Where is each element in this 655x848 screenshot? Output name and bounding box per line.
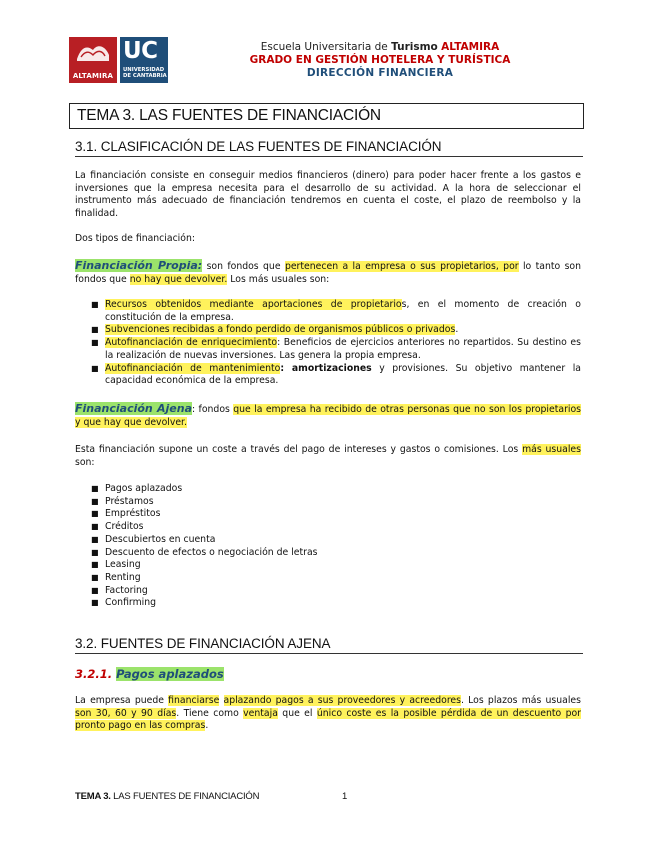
propia-highlight-2: no hay que devolver. — [129, 273, 228, 285]
page-footer — [75, 791, 259, 802]
item-highlight: Subvenciones recibidas a fondo perdido de organismos públicos o privados — [105, 324, 456, 336]
item-text: Factoring — [105, 584, 148, 596]
school-bold: Turismo — [391, 41, 438, 53]
list-item — [91, 496, 581, 509]
bullet-icon: ■ — [91, 363, 99, 373]
bullet-icon: ■ — [91, 585, 99, 595]
item-highlight: Recursos obtenidos mediante aportaciones de propietario — [105, 299, 402, 310]
ajena-term: Financiación Ajena — [75, 402, 193, 415]
pagos-highlight-3: son 30, 60 y 90 días — [75, 707, 177, 719]
intro-paragraph: La financiación consiste en conseguir medios financieros (dinero) para poder hacer frente a los gastos e inversiones que la empresa necesita para el desarrollo de su actividad. A la hora de seleccionar el instrumento más adecuado de financiación tendremos en cuenta el coste, el plazo de reembolso y la finalidad. — [75, 170, 581, 220]
header-school — [200, 41, 560, 54]
bullet-icon: ■ — [91, 496, 99, 506]
coste-paragraph — [75, 444, 581, 469]
item-text: y provisiones. Su objetivo mantener la capacidad económica de la empresa. — [105, 362, 581, 387]
pagos-aplazados-paragraph — [75, 695, 581, 733]
uc-sub-line1: UNIVERSIDAD — [123, 67, 165, 73]
pagos-text-6: . — [205, 720, 209, 732]
pagos-text-4: . Tiene como — [176, 707, 244, 719]
item-text: Leasing — [105, 559, 141, 571]
pagos-text-3: . Los plazos más usuales — [461, 695, 581, 706]
item-text: Descubiertos en cuenta — [105, 533, 216, 545]
item-text: s, en el momento de creación o constitución de la empresa. — [105, 299, 582, 323]
pagos-text-2 — [219, 695, 223, 706]
bullet-icon: ■ — [91, 300, 99, 309]
bullet-icon: ■ — [91, 509, 99, 519]
subsection-highlight: Pagos aplazados — [116, 667, 224, 681]
bullet-icon: ■ — [91, 522, 99, 532]
bullet-icon: ■ — [91, 484, 99, 493]
list-item — [91, 337, 581, 362]
subsection-3-2-1-title — [75, 667, 224, 681]
item-text: Renting — [105, 571, 141, 583]
bullet-icon: ■ — [91, 598, 99, 608]
footer-bold: TEMA 3. — [75, 791, 111, 802]
item-text: . — [455, 324, 459, 336]
pagos-highlight-2: aplazando pagos a sus proveedores y acreedores — [223, 695, 462, 706]
financiacion-propia-paragraph — [75, 260, 581, 286]
section-3-2-title: 3.2. FUENTES DE FINANCIACIÓN AJENA — [75, 636, 583, 654]
propia-term: Financiación Propia: — [75, 259, 203, 272]
propia-text-2: lo tanto son fondos que — [75, 261, 581, 285]
propia-text-1: son fondos que — [202, 261, 285, 272]
pagos-text-5: que el — [277, 707, 317, 719]
altamira-emblem-icon — [75, 41, 111, 67]
item-text: Descuento de efectos o negociación de letras — [105, 546, 318, 558]
pagos-highlight-1: financiarse — [168, 695, 220, 706]
list-item — [91, 547, 581, 560]
coste-text-1: Esta financiación supone un coste a través del pago de intereses y gastos o comisiones. Los — [75, 444, 523, 455]
list-item — [91, 324, 581, 337]
propia-text-3: Los más usuales son: — [227, 273, 330, 285]
coste-text-2: son: — [75, 456, 95, 468]
page-number: 1 — [342, 791, 348, 802]
section-3-1-title: 3.1. CLASIFICACIÓN DE LAS FUENTES DE FINANCIACIÓN — [75, 139, 583, 157]
list-item — [91, 363, 581, 388]
list-item — [91, 299, 581, 324]
altamira-label: ALTAMIRA — [72, 72, 114, 80]
pagos-highlight-4: ventaja — [243, 707, 278, 719]
bullet-icon: ■ — [91, 325, 99, 335]
item-bold: : amortizaciones — [280, 362, 372, 374]
financiacion-ajena-paragraph — [75, 403, 581, 429]
footer-text: LAS FUENTES DE FINANCIACIÓN — [110, 791, 260, 802]
list-item — [91, 572, 581, 585]
list-item — [91, 597, 581, 610]
item-text: Confirming — [105, 597, 157, 609]
uc-sub-line2: DE CANTABRIA — [123, 73, 167, 79]
dos-tipos-text: Dos tipos de financiación: — [75, 233, 195, 244]
school-red: ALTAMIRA — [441, 41, 500, 53]
item-highlight: Autofinanciación de enriquecimiento — [105, 337, 278, 349]
item-text: : Beneficios de ejercicios anteriores no repartidos. Su destino es la realización de nuevas inversiones. Las genera la propia empresa. — [105, 337, 581, 361]
item-highlight: Autofinanciación de mantenimiento — [105, 362, 281, 374]
bullet-icon: ■ — [91, 338, 99, 348]
propia-highlight-1: pertenecen a la empresa o sus propietarios, por — [284, 261, 519, 272]
uc-label: UC — [123, 38, 158, 64]
list-item — [91, 508, 581, 521]
propia-list — [91, 299, 581, 388]
item-text: Empréstitos — [105, 508, 161, 520]
subsection-number: 3.2.1. — [75, 667, 117, 681]
bullet-icon: ■ — [91, 560, 99, 570]
uc-subtitle — [123, 67, 167, 79]
item-text: Pagos aplazados — [105, 483, 183, 494]
bullet-icon: ■ — [91, 534, 99, 544]
bullet-icon: ■ — [91, 572, 99, 582]
pagos-text-1: La empresa puede — [75, 695, 169, 706]
header-subject: DIRECCIÓN FINANCIERA — [306, 67, 454, 79]
tema-title: TEMA 3. LAS FUENTES DE FINANCIACIÓN — [69, 103, 584, 129]
school-prefix: Escuela Universitaria de — [260, 41, 388, 53]
list-item — [91, 521, 581, 534]
altamira-logo — [69, 37, 117, 83]
list-item — [91, 559, 581, 572]
list-item — [91, 534, 581, 547]
list-item — [91, 483, 581, 496]
pagos-highlight-5: único coste es la posible pérdida de un descuento por pronto pago en las compras — [75, 707, 581, 732]
header-degree: GRADO EN GESTIÓN HOTELERA Y TURÍSTICA — [249, 54, 511, 66]
bullet-icon: ■ — [91, 547, 99, 557]
ajena-colon: : — [192, 404, 196, 415]
ajena-list — [91, 483, 581, 610]
ajena-text-1: fondos — [195, 404, 234, 415]
item-text: Créditos — [105, 521, 144, 533]
ajena-highlight: que la empresa ha recibido de otras personas que no son los propietarios y que hay que devolver. — [75, 404, 582, 428]
coste-highlight: más usuales — [522, 444, 581, 455]
uc-logo — [120, 37, 168, 83]
item-text: Préstamos — [105, 495, 154, 507]
list-item — [91, 585, 581, 598]
